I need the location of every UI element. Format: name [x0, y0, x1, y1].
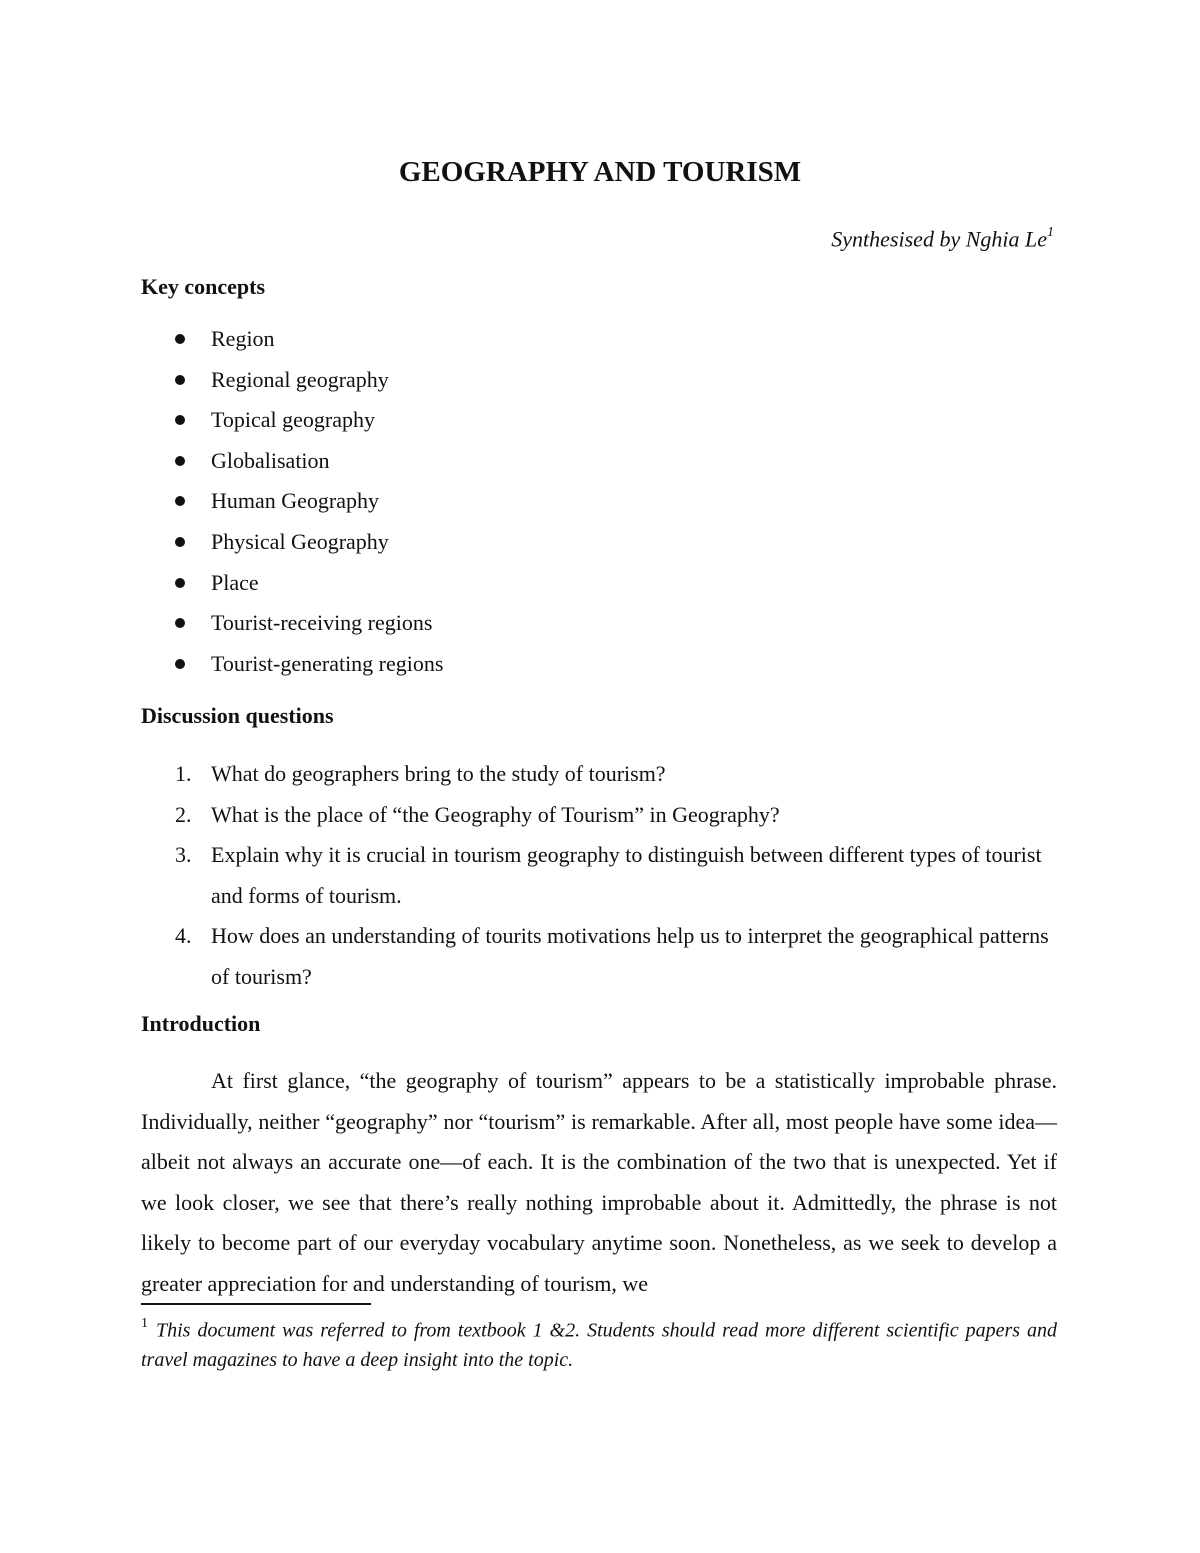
footnote-marker: 1: [141, 1316, 148, 1331]
document-title: GEOGRAPHY AND TOURISM: [398, 156, 802, 188]
list-item-text: Tourist-receiving regions: [211, 610, 433, 636]
question-number: 1.: [175, 761, 192, 786]
list-item: [141, 405, 1061, 446]
author-name: Synthesised by Nghia Le: [831, 226, 1047, 252]
question-item: [141, 835, 1061, 916]
list-item-text: Physical Geography: [211, 528, 389, 554]
footnote: [141, 1311, 1057, 1375]
question-text: What is the place of “the Geography of Tourism” in Geography?: [211, 801, 780, 827]
list-item: [141, 608, 1061, 649]
footnote-reference[interactable]: 1: [1047, 225, 1054, 240]
question-text: Explain why it is crucial in tourism geography to distinguish between different types of tourist and forms of tourism.: [211, 842, 1042, 908]
key-concepts-list: [141, 324, 1061, 689]
list-item-text: Regional geography: [211, 366, 389, 392]
bullet-icon: [175, 618, 185, 628]
question-item: [141, 916, 1061, 997]
bullet-icon: [175, 415, 185, 425]
list-item-text: Place: [211, 569, 259, 595]
question-item: [141, 754, 1061, 795]
question-item: [141, 795, 1061, 836]
bullet-icon: [175, 578, 185, 588]
bullet-icon: [175, 375, 185, 385]
list-item: [141, 649, 1061, 690]
question-number: 3.: [175, 842, 192, 868]
question-text: How does an understanding of tourits motivations help us to interpret the geographical patterns of tourism?: [211, 923, 1049, 989]
question-text: What do geographers bring to the study of tourism?: [211, 761, 666, 786]
list-item: [141, 446, 1061, 487]
bullet-icon: [175, 659, 185, 669]
discussion-questions-heading: Discussion questions: [141, 703, 334, 728]
discussion-questions-list: [141, 754, 1061, 998]
question-number: 2.: [175, 801, 192, 827]
list-item-text: Tourist-generating regions: [211, 650, 444, 676]
bullet-icon: [175, 334, 185, 344]
list-item-text: Region: [211, 326, 275, 351]
list-item: [141, 568, 1061, 609]
list-item: [141, 486, 1061, 527]
introduction-heading: Introduction: [141, 1011, 261, 1036]
introduction-paragraph: At first glance, “the geography of tourism” appears to be a statistically improbable phrase. Individually, neither “geography” nor “tourism” is remarkable. After all, most people have some idea—albeit not always an accurate one—of each. It is the combination of the two that is unexpected. Yet if we look closer, we see that there’s really nothing improbable about it. Admittedly, the phrase is not likely to become part of our everyday vocabulary anytime soon. Nonetheless, as we seek to develop a greater appreciation for and understanding of tourism, we: [141, 1068, 1057, 1296]
question-number: 4.: [175, 923, 192, 949]
footnote-divider: [141, 1303, 371, 1305]
list-item-text: Human Geography: [211, 488, 380, 514]
list-item: [141, 324, 1061, 365]
footnote-text: This document was referred to from textbook 1 &2. Students should read more different scientific papers and travel magazines to have a deep insight into the topic.: [141, 1319, 1057, 1371]
author-line: [831, 220, 1054, 254]
key-concepts-heading: Key concepts: [141, 274, 266, 299]
bullet-icon: [175, 496, 185, 506]
bullet-icon: [175, 537, 185, 547]
list-item-text: Topical geography: [211, 407, 376, 433]
list-item: [141, 365, 1061, 406]
list-item-text: Globalisation: [211, 447, 330, 473]
list-item: [141, 527, 1061, 568]
bullet-icon: [175, 456, 185, 466]
